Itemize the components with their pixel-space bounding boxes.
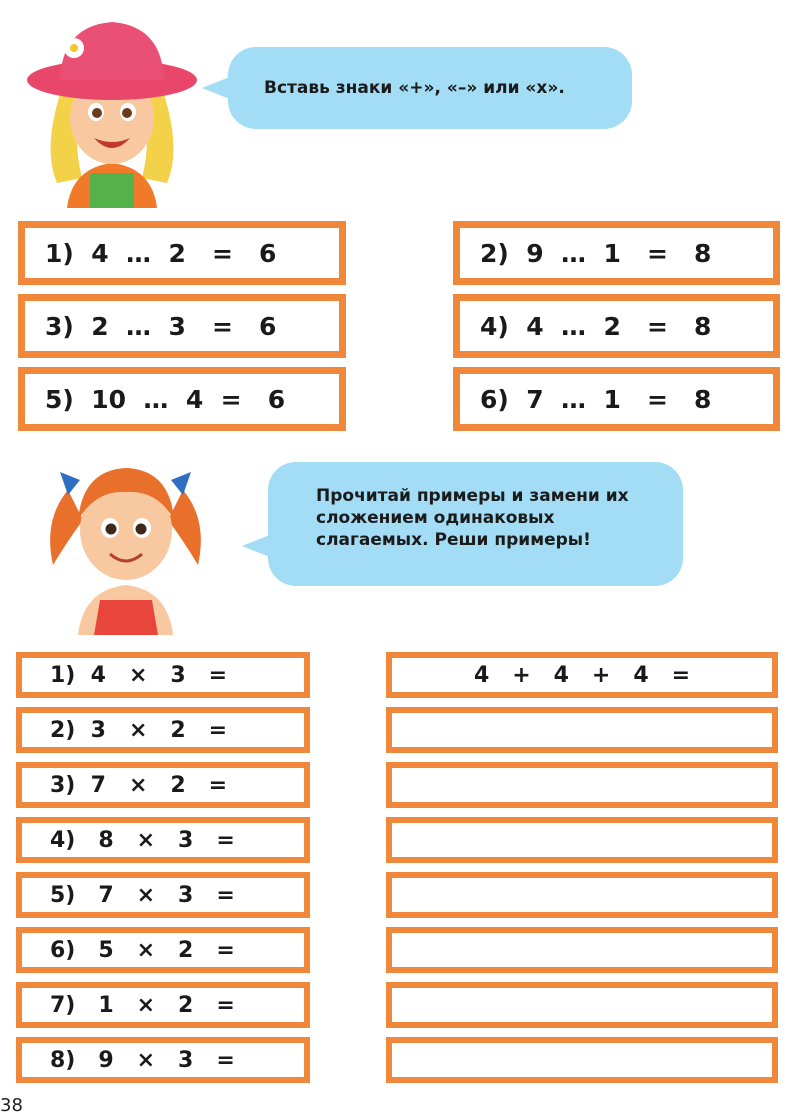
task2-example-6: 6) 5 × 2 = (16, 927, 310, 973)
task2-example-5: 5) 7 × 3 = (16, 872, 310, 918)
girl-red-hair-illustration (38, 450, 213, 635)
task2-example-7: 7) 1 × 2 = (16, 982, 310, 1028)
task2-example-1: 1) 4 × 3 = (16, 652, 310, 698)
task2-answer-6 (386, 927, 778, 973)
task2-example-4: 4) 8 × 3 = (16, 817, 310, 863)
speech-bubble-task2 (268, 462, 683, 586)
task2-answer-1: 4 + 4 + 4 = (386, 652, 778, 698)
task1-instruction: Вставь знаки «+», «–» или «x». (264, 78, 565, 98)
task2-answer-2 (386, 707, 778, 753)
task1-example-5: 5) 10 … 4 = 6 (18, 367, 346, 431)
task2-answer-5 (386, 872, 778, 918)
task1-example-2: 2) 9 … 1 = 8 (453, 221, 780, 285)
task2-answer-8 (386, 1037, 778, 1083)
task1-example-3: 3) 2 … 3 = 6 (18, 294, 346, 358)
page-number: 38 (0, 1095, 23, 1116)
task1-example-1: 1) 4 … 2 = 6 (18, 221, 346, 285)
task1-example-6: 6) 7 … 1 = 8 (453, 367, 780, 431)
girl-pink-hat-illustration (22, 8, 202, 208)
task2-answer-4 (386, 817, 778, 863)
task2-example-2: 2) 3 × 2 = (16, 707, 310, 753)
task2-answer-7 (386, 982, 778, 1028)
task2-example-8: 8) 9 × 3 = (16, 1037, 310, 1083)
task2-example-3: 3) 7 × 2 = (16, 762, 310, 808)
task2-instruction: Прочитай примеры и замени их сложением одинаковых слагаемых. Реши примеры! (316, 486, 629, 550)
speech-bubble-task1 (228, 47, 632, 129)
task1-example-4: 4) 4 … 2 = 8 (453, 294, 780, 358)
task2-answer-3 (386, 762, 778, 808)
